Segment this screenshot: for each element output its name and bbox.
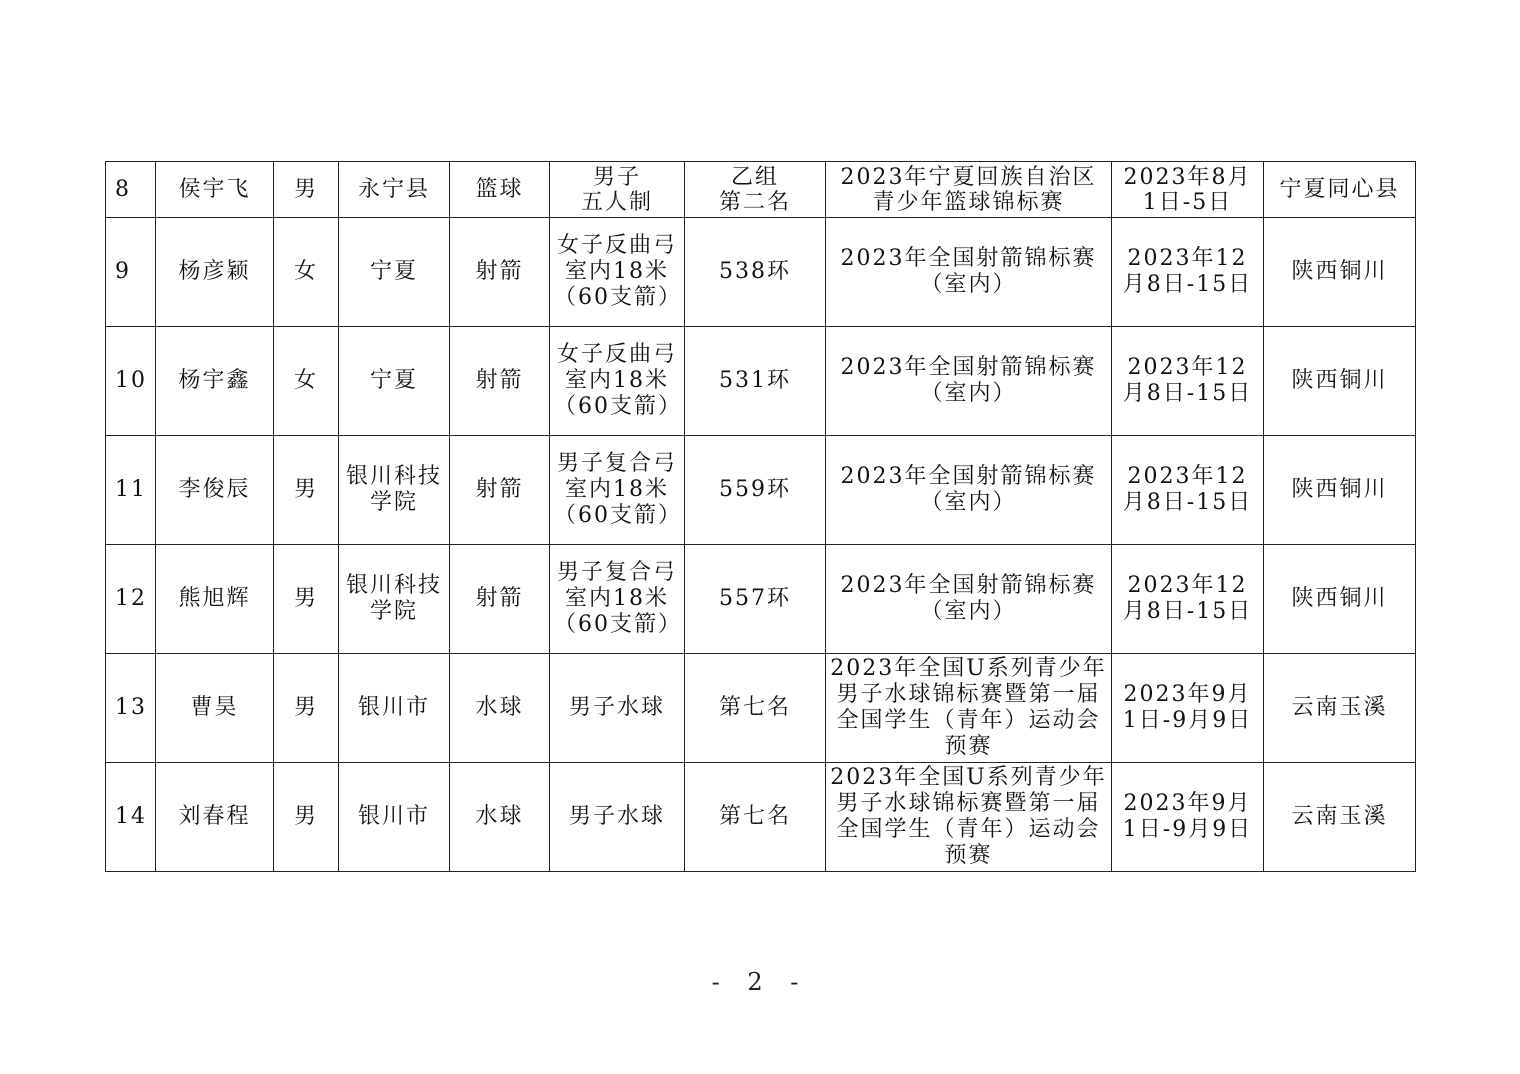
cell-date: 2023年12月8日-15日: [1112, 327, 1264, 436]
cell-athlete-name: 李俊辰: [156, 436, 274, 545]
cell-sport: 水球: [450, 763, 550, 872]
cell-event: 男子水球: [550, 763, 685, 872]
cell-gender: 男: [274, 654, 339, 763]
cell-sport: 篮球: [450, 162, 550, 218]
cell-location: 云南玉溪: [1264, 763, 1416, 872]
cell-sport: 水球: [450, 654, 550, 763]
cell-sport: 射箭: [450, 545, 550, 654]
cell-unit: 银川市: [339, 763, 450, 872]
cell-date: 2023年9月1日-9月9日: [1112, 654, 1264, 763]
cell-gender: 男: [274, 545, 339, 654]
cell-competition: 2023年全国射箭锦标赛（室内）: [826, 436, 1112, 545]
cell-number: 9: [106, 218, 156, 327]
cell-competition: 2023年全国射箭锦标赛（室内）: [826, 327, 1112, 436]
cell-result: 第七名: [685, 654, 826, 763]
cell-unit: 银川科技学院: [339, 545, 450, 654]
table-row: [106, 327, 1416, 436]
cell-result: 531环: [685, 327, 826, 436]
cell-date: 2023年12月8日-15日: [1112, 218, 1264, 327]
cell-result: 557环: [685, 545, 826, 654]
cell-event: 男子复合弓室内18米（60支箭）: [550, 545, 685, 654]
cell-number: 11: [106, 436, 156, 545]
cell-sport: 射箭: [450, 218, 550, 327]
cell-number: 10: [106, 327, 156, 436]
cell-result: 第七名: [685, 763, 826, 872]
cell-athlete-name: 熊旭辉: [156, 545, 274, 654]
cell-competition: 2023年全国射箭锦标赛（室内）: [826, 545, 1112, 654]
table-row: [106, 436, 1416, 545]
table-row: [106, 654, 1416, 763]
table-row: [106, 162, 1416, 218]
cell-result: 乙组 第二名: [685, 162, 826, 218]
cell-gender: 男: [274, 763, 339, 872]
cell-sport: 射箭: [450, 327, 550, 436]
cell-sport: 射箭: [450, 436, 550, 545]
cell-unit: 永宁县: [339, 162, 450, 218]
cell-location: 云南玉溪: [1264, 654, 1416, 763]
cell-competition: 2023年全国U系列青少年男子水球锦标赛暨第一届全国学生（青年）运动会预赛: [826, 763, 1112, 872]
cell-number: 13: [106, 654, 156, 763]
cell-athlete-name: 侯宇飞: [156, 162, 274, 218]
cell-event: 女子反曲弓室内18米（60支箭）: [550, 327, 685, 436]
cell-competition: 2023年宁夏回族自治区 青少年篮球锦标赛: [826, 162, 1112, 218]
table-row: [106, 218, 1416, 327]
cell-date: 2023年8月 1日-5日: [1112, 162, 1264, 218]
cell-event: 女子反曲弓室内18米（60支箭）: [550, 218, 685, 327]
cell-unit: 宁夏: [339, 327, 450, 436]
cell-athlete-name: 杨彦颖: [156, 218, 274, 327]
results-table: [105, 161, 1416, 872]
cell-gender: 女: [274, 327, 339, 436]
cell-number: 12: [106, 545, 156, 654]
table-row: [106, 545, 1416, 654]
cell-location: 陕西铜川: [1264, 545, 1416, 654]
cell-result: 559环: [685, 436, 826, 545]
cell-location: 宁夏同心县: [1264, 162, 1416, 218]
cell-competition: 2023年全国U系列青少年男子水球锦标赛暨第一届全国学生（青年）运动会预赛: [826, 654, 1112, 763]
cell-unit: 宁夏: [339, 218, 450, 327]
cell-result: 538环: [685, 218, 826, 327]
cell-location: 陕西铜川: [1264, 436, 1416, 545]
cell-location: 陕西铜川: [1264, 218, 1416, 327]
cell-gender: 男: [274, 436, 339, 545]
cell-location: 陕西铜川: [1264, 327, 1416, 436]
cell-number: 14: [106, 763, 156, 872]
page-number: - 2 -: [711, 968, 809, 996]
cell-gender: 男: [274, 162, 339, 218]
cell-event: 男子水球: [550, 654, 685, 763]
table-row: [106, 763, 1416, 872]
cell-unit: 银川科技学院: [339, 436, 450, 545]
cell-athlete-name: 刘春程: [156, 763, 274, 872]
cell-athlete-name: 杨宇鑫: [156, 327, 274, 436]
cell-athlete-name: 曹昊: [156, 654, 274, 763]
cell-date: 2023年9月1日-9月9日: [1112, 763, 1264, 872]
cell-unit: 银川市: [339, 654, 450, 763]
cell-date: 2023年12月8日-15日: [1112, 545, 1264, 654]
cell-event: 男子复合弓室内18米（60支箭）: [550, 436, 685, 545]
cell-number: 8: [106, 162, 156, 218]
cell-competition: 2023年全国射箭锦标赛（室内）: [826, 218, 1112, 327]
cell-gender: 女: [274, 218, 339, 327]
cell-event: 男子 五人制: [550, 162, 685, 218]
table-body: [106, 162, 1416, 872]
cell-date: 2023年12月8日-15日: [1112, 436, 1264, 545]
